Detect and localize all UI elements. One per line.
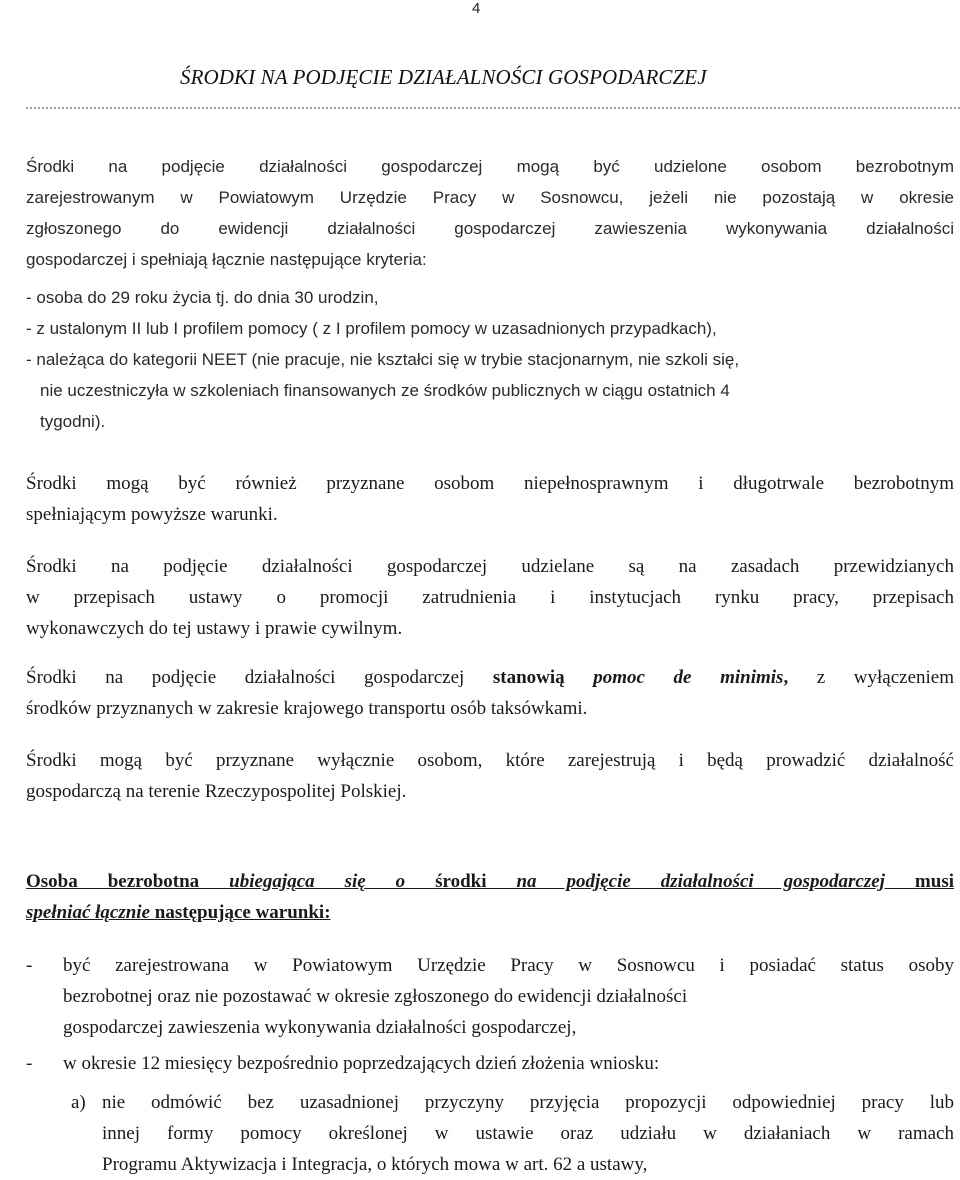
poland-paragraph [26,745,954,807]
criteria-item-continuation: tygodni). [40,412,106,431]
requirement-item [26,950,954,1044]
intro-line: zarejestrowanym w Powiatowym Urzędzie Pracy w Sosnowcu, jeżeli nie pozostają w okresie [26,188,954,207]
subitem-line: nie odmówić bez uzasadnionej przyczyny przyjęcia propozycji odpowiedniej pracy lub [102,1092,954,1113]
subitem-line: innej formy pomocy określonej w ustawie oraz udziału w działaniach w ramach [102,1123,954,1144]
paragraph-line [26,662,954,693]
deminimis-term: pomoc de minimis [564,667,784,688]
criteria-item: - należąca do kategorii NEET (nie pracuje, nie kształci się w trybie stacjonarnym, nie szkoli się, [26,350,740,369]
heading-segment: środki [435,871,517,892]
title-divider [26,107,960,109]
paragraph-line: Środki mogą być przyznane wyłącznie osobom, które zarejestrują i będą prowadzić działalność [26,750,954,771]
heading-segment: Osoba bezrobotna [26,871,230,892]
intro-paragraph [26,151,954,275]
paragraph-line: spełniającym powyższe warunki. [26,504,278,525]
heading-segment: następujące warunki: [154,902,331,923]
deminimis-comma: , [783,667,789,688]
criteria-item: - z ustalonym II lub I profilem pomocy ( z I profilem pomocy w uzasadnionych przypadkach), [26,319,717,338]
criteria-item: - osoba do 29 roku życia tj. do dnia 30 urodzin, [26,288,379,307]
paragraph-line: Środki na podjęcie działalności gospodarczej udzielane są na zasadach przewidzianych [26,556,954,577]
heading-segment: spełniać łącznie [26,902,155,923]
requirement-item [26,1048,954,1079]
paragraph-line: gospodarczą na terenie Rzeczypospolitej Polskiej. [26,781,407,802]
requirement-line: w okresie 12 miesięcy bezpośrednio poprzedzających dzień złożenia wniosku: [63,1053,660,1074]
paragraph-line: wykonawczych do tej ustawy i prawie cywilnym. [26,618,403,639]
requirements-heading [26,866,954,928]
heading-line [26,897,954,928]
subitem [71,1087,954,1175]
rules-paragraph [26,551,954,644]
requirement-line: bezrobotnej oraz nie pozostawać w okresie zgłoszonego do ewidencji działalności [63,986,688,1007]
subitem-marker: a) [71,1092,86,1113]
paragraph-line: w przepisach ustawy o promocji zatrudnienia i instytucjach rynku pracy, przepisach [26,587,954,608]
page-title: ŚRODKI NA PODJĘCIE DZIAŁALNOŚCI GOSPODARCZEJ [180,65,707,89]
criteria-list [26,282,954,437]
subitem-line: Programu Aktywizacja i Integracja, o których mowa w art. 62 a ustawy, [102,1154,648,1175]
heading-segment: musi [914,871,954,892]
criteria-item-continuation: nie uczestniczyła w szkoleniach finansowanych ze środków publicznych w ciągu ostatnich 4 [40,381,730,400]
intro-line: gospodarczej i spełniają łącznie następujące kryteria: [26,250,427,269]
requirement-line: być zarejestrowana w Powiatowym Urzędzie Pracy w Sosnowcu i posiadać status osoby [63,955,954,976]
paragraph-line: Środki mogą być również przyznane osobom niepełnosprawnym i długotrwale bezrobotnym [26,473,954,494]
list-marker: - [26,1053,33,1074]
intro-line: zgłoszonego do ewidencji działalności gospodarczej zawieszenia wykonywania działalności [26,219,954,238]
page-number: 4 [472,0,481,17]
heading-segment: na podjęcie działalności gospodarczej [516,871,915,892]
deminimis-bold: stanowią [492,667,565,688]
deminimis-suffix: z wyłączeniem [788,667,955,688]
heading-line [26,866,954,897]
deminimis-prefix: Środki na podjęcie działalności gospodarczej [26,667,493,688]
disabled-paragraph [26,468,954,530]
heading-segment: ubiegająca się o [229,871,436,892]
requirement-line: gospodarczej zawieszenia wykonywania działalności gospodarczej, [63,1017,577,1038]
deminimis-paragraph [26,662,954,724]
intro-line: Środki na podjęcie działalności gospodarczej mogą być udzielone osobom bezrobotnym [26,157,954,176]
paragraph-line: środków przyznanych w zakresie krajowego transportu osób taksówkami. [26,698,588,719]
list-marker: - [26,955,33,976]
